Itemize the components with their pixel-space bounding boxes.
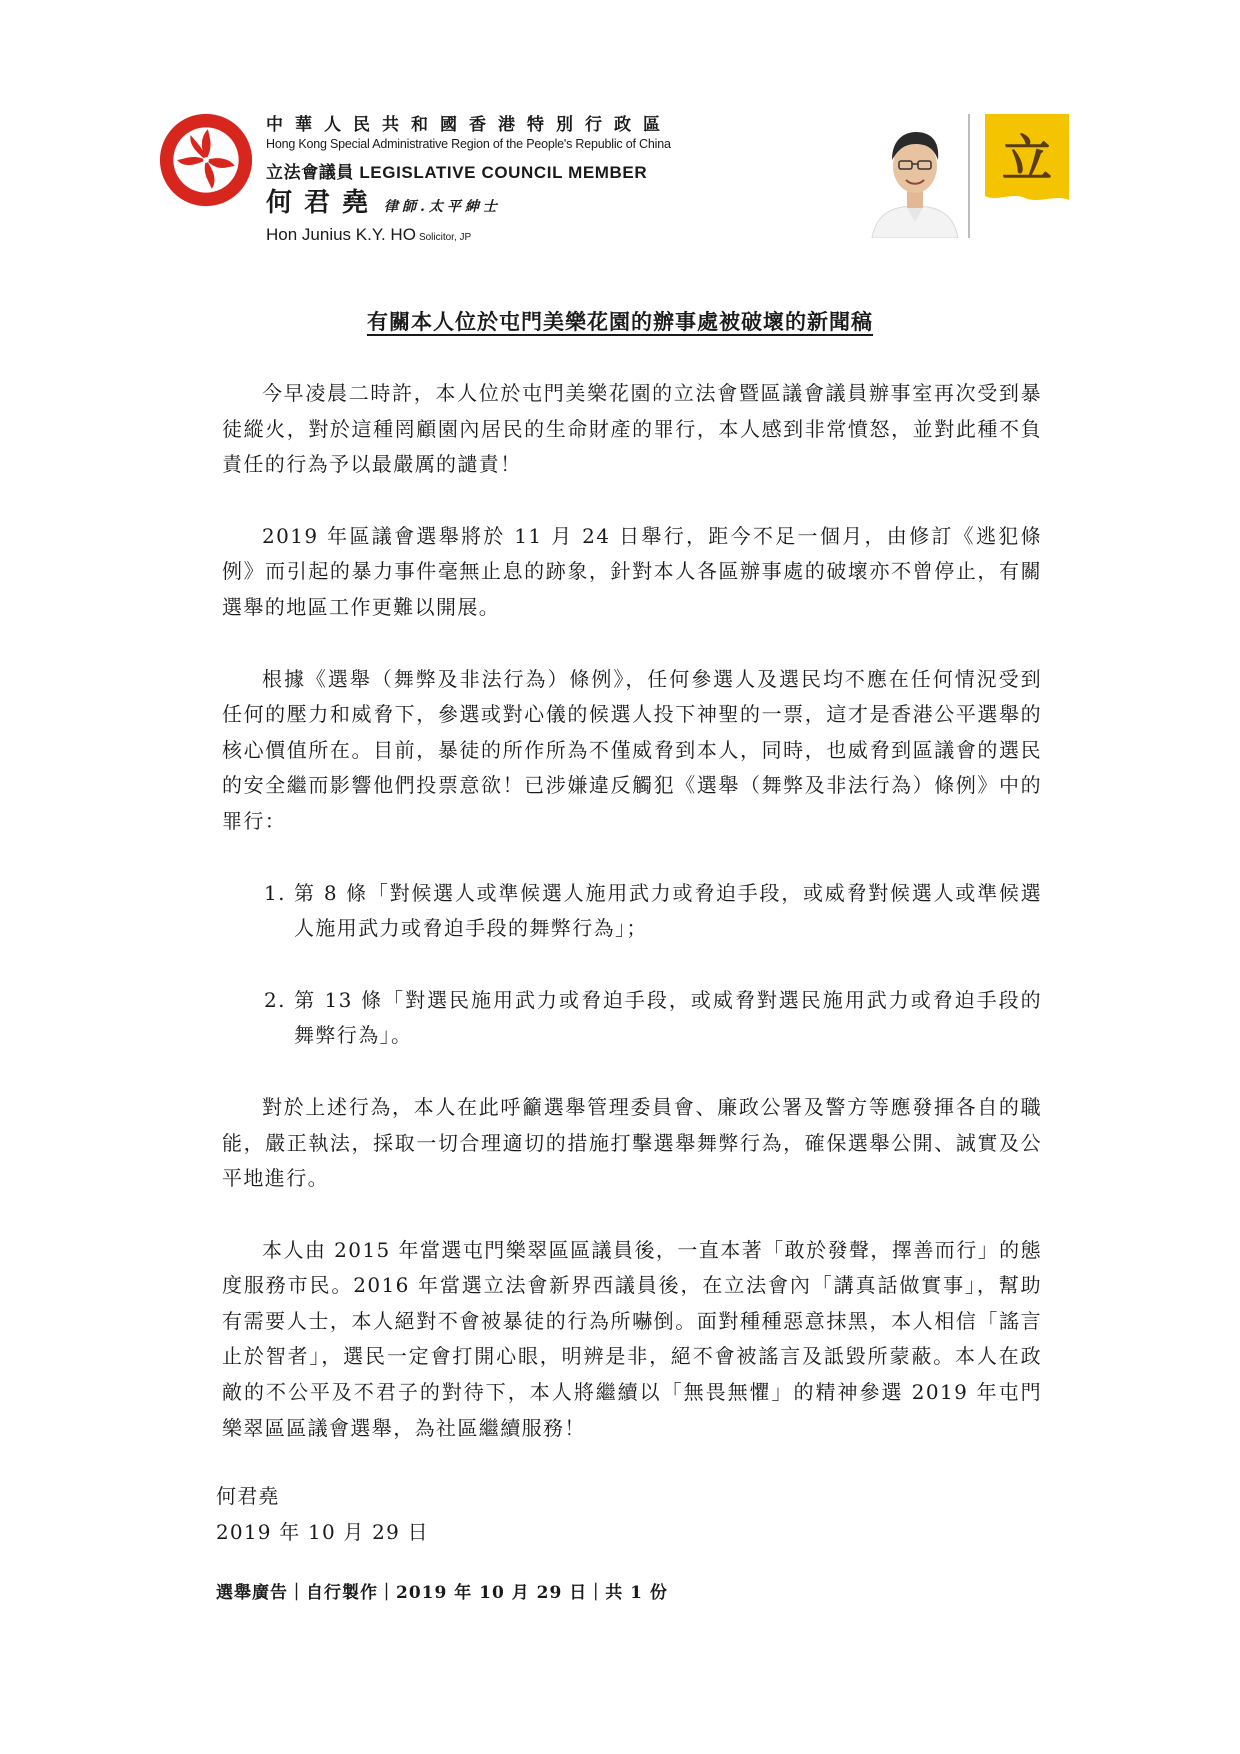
signature-date: 2019 年 10 月 29 日 [216, 1520, 429, 1544]
body [222, 376, 1042, 1482]
list-item: 2. 第 13 條「對選民施用武力或脅迫手段，或威脅對選民施用武力或脅迫手段的舞弊行為」。 [264, 987, 1042, 1048]
hksar-emblem-icon [158, 112, 254, 208]
member-title-en: Solicitor, JP [418, 232, 472, 243]
party-logo-icon [985, 114, 1069, 204]
paragraph: 今早凌晨二時許，本人位於屯門美樂花園的立法會暨區議會議員辦事室再次受到暴徒縱火，對於這種罔顧園內居民的生命財產的罪行，本人感到非常憤怒，並對此種不負責任的行為予以最嚴厲的譴責！ [222, 381, 1042, 477]
list-item: 1. 第 8 條「對候選人或準候選人施用武力或脅迫手段，或威脅對候選人或準候選人施用武力或脅迫手段的舞弊行為」； [264, 880, 1042, 941]
party-logo [985, 114, 1069, 204]
signature-block [216, 1478, 429, 1550]
government-name-en: Hong Kong Special Administrative Region of the People's Republic of China [266, 137, 671, 151]
party-logo-char: 立 [1002, 129, 1052, 188]
signature-name: 何君堯 [216, 1484, 280, 1508]
member-name-en: Hon Junius K.Y. HO [266, 225, 416, 244]
member-title-zh: 律師.太平紳士 [384, 199, 501, 215]
paragraph: 對於上述行為，本人在此呼籲選舉管理委員會、廉政公署及警方等應發揮各自的職能，嚴正執法，採取一切合理適切的措施打擊選舉舞弊行為，確保選舉公開、誠實及公平地進行。 [222, 1094, 1042, 1191]
government-name-zh: 中華人民共和國香港特別行政區 [266, 115, 672, 135]
member-portrait [862, 114, 970, 238]
member-name-en-line [266, 224, 686, 249]
legco-member-line: 立法會議員 LEGISLATIVE COUNCIL MEMBER [266, 163, 648, 182]
member-name-zh: 何君堯 [266, 188, 381, 218]
paragraph: 根據《選舉（舞弊及非法行為）條例》，任何參選人及選民均不應在任何情況受到任何的壓力和威脅下，參選或對心儀的候選人投下神聖的一票，這才是香港公平選舉的核心價值所在。目前，暴徒的所作所為不僅威脅到本人，同時，也威脅到區議會的選民的安全繼而影響他們投票意欲！已涉嫌違反觸犯《選舉（舞弊及非法行為）條例》中的罪行： [222, 666, 1042, 833]
headline: 有關本人位於屯門美樂花園的辦事處被破壞的新聞稿 [367, 310, 873, 334]
letterhead [266, 114, 686, 249]
member-name-zh-line [266, 188, 686, 222]
paragraph: 本人由 2015 年當選屯門樂翠區區議員後，一直本著「敢於發聲，擇善而行」的態度服務市民。2016 年當選立法會新界西議員後，在立法會內「講真話做實事」，幫助有需要人士，本人絕對不會被暴徒的行為所嚇倒。面對種種惡意抹黑，本人相信「謠言止於智者」，選民一定會打開心眼，明辨是非，絕不會被謠言及詆毀所蒙蔽。本人在政敵的不公平及不君子的對待下，本人將繼續以「無畏無懼」的精神參選 2019 年屯門樂翠區區議會選舉，為社區繼續服務！ [222, 1237, 1042, 1440]
paragraph: 2019 年區議會選舉將於 11 月 24 日舉行，距今不足一個月，由修訂《逃犯條例》而引起的暴力事件毫無止息的跡象，針對本人各區辦事處的破壞亦不曾停止，有關選舉的地區工作更難以開展。 [222, 523, 1042, 619]
election-ad-footer: 選舉廣告｜自行製作｜2019 年 10 月 29 日｜共 1 份 [216, 1583, 668, 1603]
